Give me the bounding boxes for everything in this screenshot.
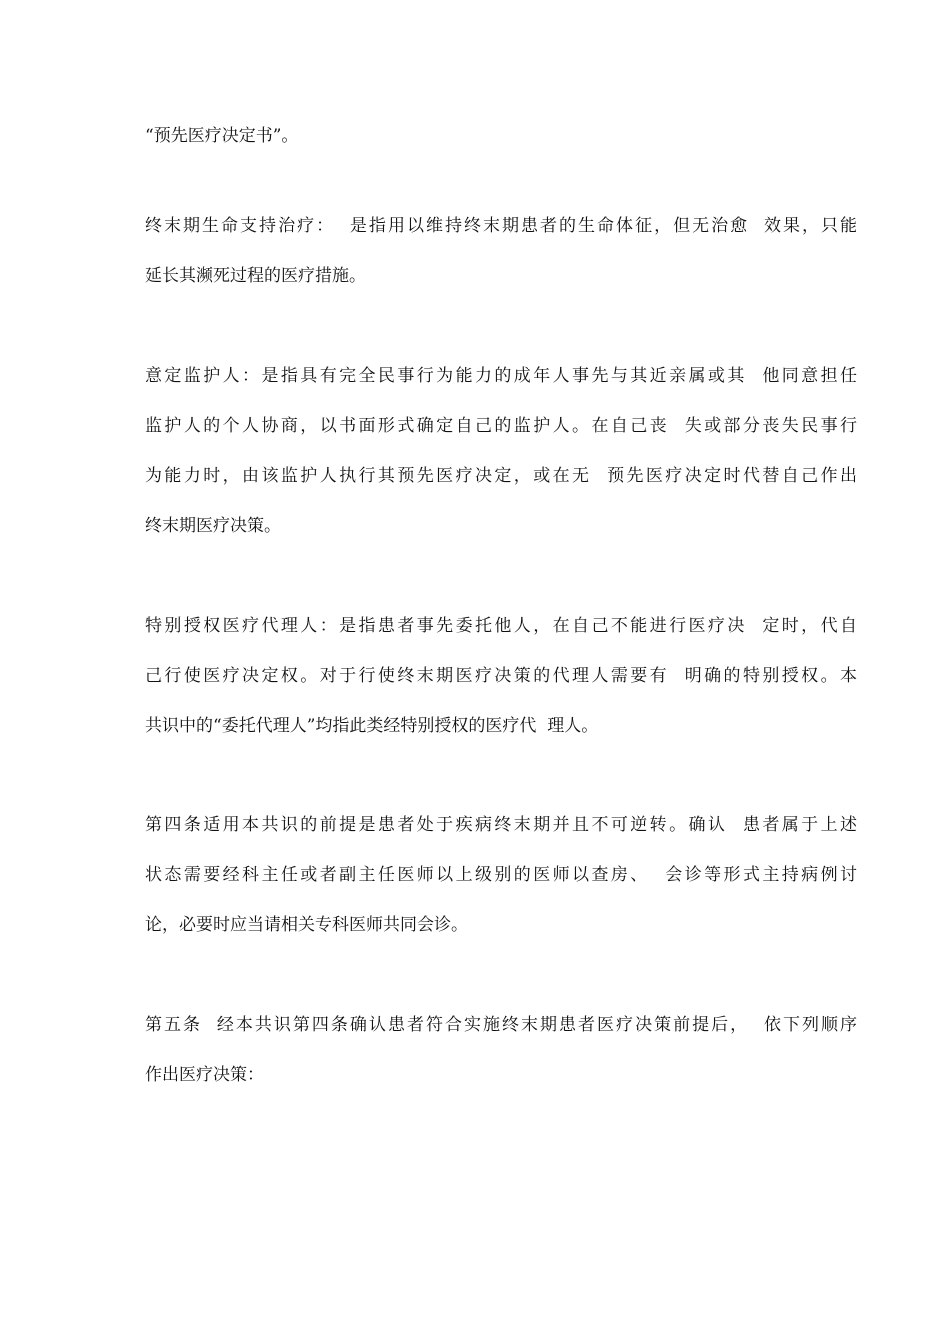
text-line: 第五条 经本共识第四条确认患者符合实施终末期患者医疗决策前提后， 依下列顺序 — [145, 1015, 857, 1035]
paragraph-article-five — [145, 1000, 857, 1100]
text-line: 共识中的“委托代理人”均指此类经特别授权的医疗代 理人。 — [145, 716, 599, 736]
text-line: 状态需要经科主任或者副主任医师以上级别的医师以查房、 会诊等形式主持病例讨 — [145, 865, 857, 885]
text-line: 己行使医疗决定权。对于行使终末期医疗决策的代理人需要有 明确的特别授权。本 — [145, 666, 857, 686]
paragraph-medical-agent-definition — [145, 601, 857, 751]
paragraph-article-four — [145, 800, 857, 950]
paragraph-life-support-definition — [145, 201, 857, 301]
text-line: 终末期生命支持治疗： 是指用以维持终末期患者的生命体征，但无治愈 效果，只能 — [145, 216, 857, 236]
text-line: 为能力时，由该监护人执行其预先医疗决定，或在无 预先医疗决定时代替自己作出 — [145, 466, 857, 486]
text-line: 延长其濒死过程的医疗措施。 — [145, 266, 366, 286]
text-line: “预先医疗决定书”。 — [145, 126, 299, 146]
text-line: 终末期医疗决策。 — [145, 516, 281, 536]
text-line: 特别授权医疗代理人：是指患者事先委托他人，在自己不能进行医疗决 定时，代自 — [145, 616, 857, 636]
text-line: 监护人的个人协商，以书面形式确定自己的监护人。在自己丧 失或部分丧失民事行 — [145, 416, 857, 436]
text-line: 论，必要时应当请相关专科医师共同会诊。 — [145, 915, 468, 935]
paragraph-advance-directive-title — [145, 111, 857, 161]
text-line: 意定监护人：是指具有完全民事行为能力的成年人事先与其近亲属或其 他同意担任 — [145, 366, 857, 386]
text-line: 作出医疗决策： — [145, 1065, 264, 1085]
text-line: 第四条适用本共识的前提是患者处于疾病终末期并且不可逆转。确认 患者属于上述 — [145, 815, 857, 835]
paragraph-guardian-definition — [145, 351, 857, 551]
